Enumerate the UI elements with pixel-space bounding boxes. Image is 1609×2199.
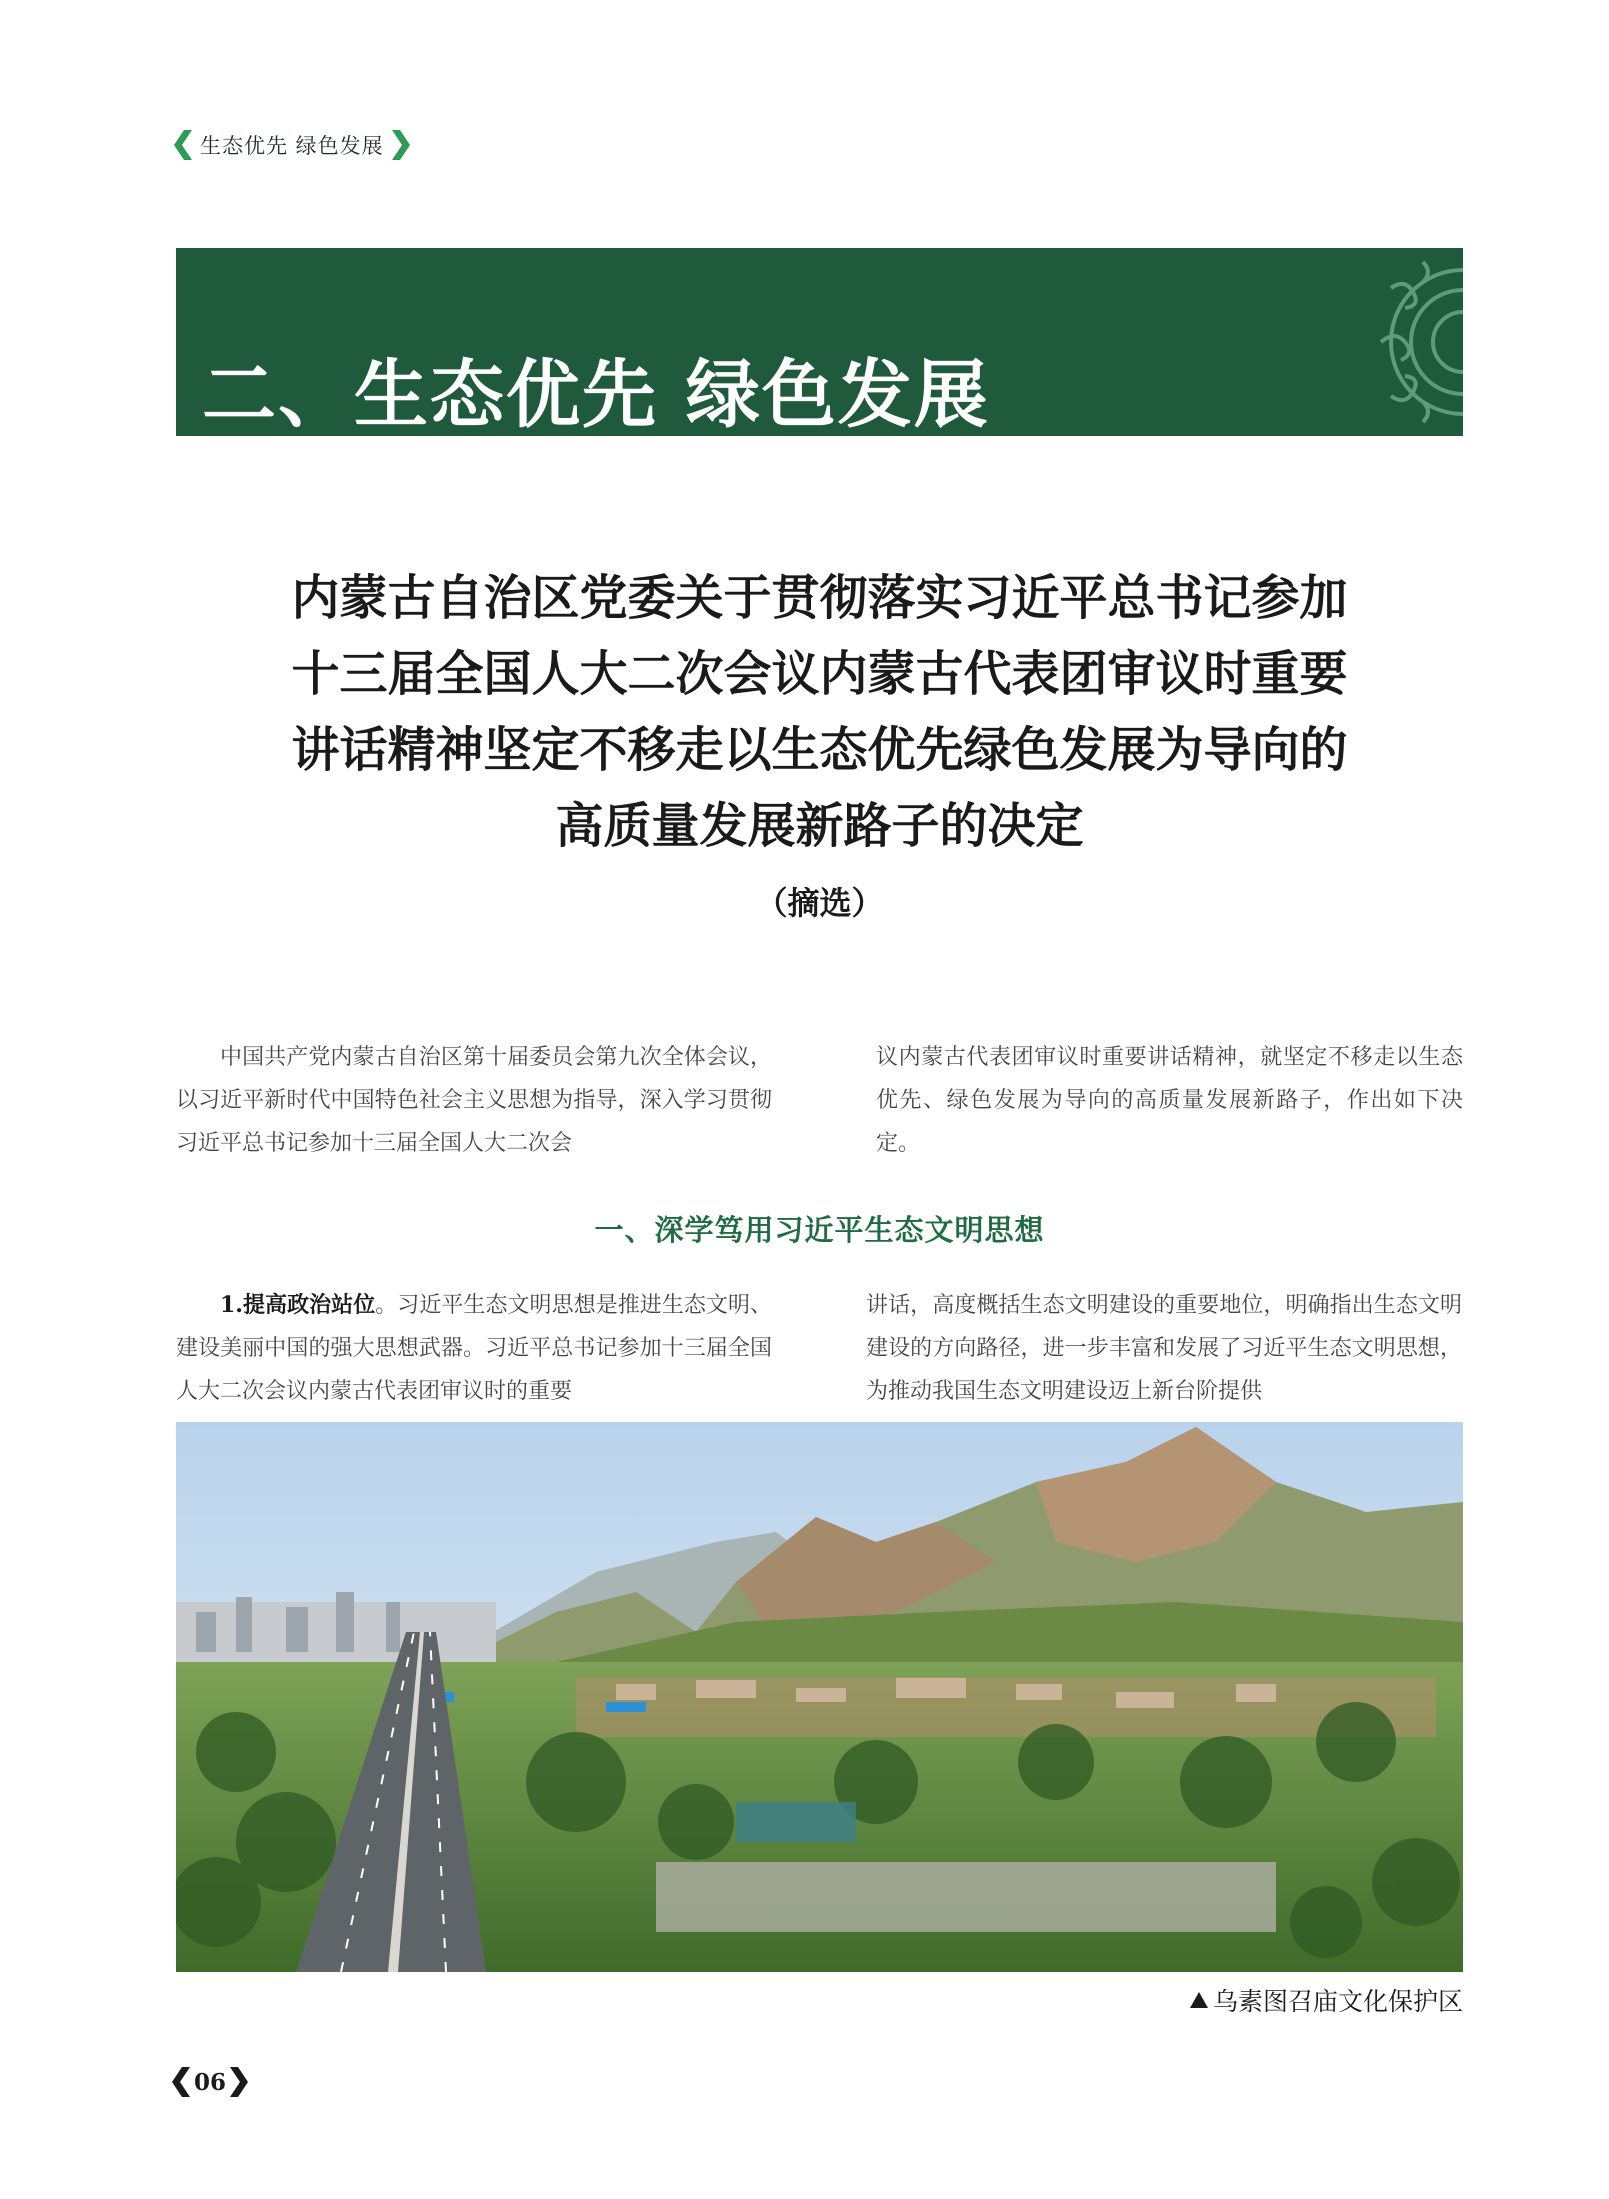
- item-number-heading: 1.提高政治站位: [220, 1292, 376, 1318]
- page-number: [170, 2063, 250, 2101]
- double-chevron-left-icon: [170, 2067, 192, 2097]
- running-header-label: 生态优先 绿色发展: [200, 134, 384, 158]
- section-one-left-column: [176, 1284, 772, 1413]
- section-one-text: 。习近平生态文明思想是推进生态文明、建设美丽中国的强大思想武器。习近平总书记参加十三届全国人大二次会议内蒙古代表团审议时的重要: [176, 1293, 772, 1404]
- section-one-right-column: [866, 1284, 1462, 1413]
- intro-left-column: [176, 1036, 772, 1165]
- photo-caption-text: 乌素图召庙文化保护区: [1212, 1987, 1463, 2016]
- double-chevron-right-icon: [390, 130, 412, 160]
- double-chevron-right-icon: [228, 2067, 250, 2097]
- double-chevron-left-icon: [172, 130, 194, 160]
- section-one-heading: 一、深学笃用习近平生态文明思想: [594, 1213, 1045, 1247]
- intro-paragraph: 中国共产党内蒙古自治区第十届委员会第九次全体会议，以习近平新时代中国特色社会主义思想为指导，深入学习贯彻习近平总书记参加十三届全国人大二次会: [176, 1045, 772, 1156]
- section-banner-title: 二、生态优先 绿色发展: [202, 352, 990, 436]
- page-number-text: 06: [194, 2068, 227, 2096]
- landscape-illustration: [176, 1422, 1463, 1972]
- document-title-line: 高质量发展新路子的决定: [555, 798, 1084, 854]
- document-subtitle: （摘选）: [755, 884, 884, 922]
- section-banner: [176, 248, 1463, 436]
- document-title: [176, 560, 1463, 864]
- triangle-up-icon: [1189, 1991, 1209, 2009]
- landscape-photo: [176, 1422, 1463, 1972]
- photo-caption: [1189, 1982, 1463, 2018]
- intro-right-column: [876, 1036, 1463, 1165]
- section-one-paragraph: [176, 1284, 772, 1413]
- intro-paragraph-continued: 议内蒙古代表团审议时重要讲话精神，就坚定不移走以生态优先、绿色发展为导向的高质量发展新路子，作出如下决定。: [876, 1045, 1463, 1156]
- mongolian-pattern-ornament-icon: [1363, 248, 1463, 436]
- running-header: [172, 128, 412, 162]
- document-title-line: 讲话精神坚定不移走以生态优先绿色发展为导向的: [291, 722, 1348, 778]
- document-title-line: 内蒙古自治区党委关于贯彻落实习近平总书记参加: [291, 570, 1348, 626]
- document-title-line: 十三届全国人大二次会议内蒙古代表团审议时重要: [291, 646, 1348, 702]
- section-one-paragraph-continued: 讲话，高度概括生态文明建设的重要地位，明确指出生态文明建设的方向路径，进一步丰富和发展了习近平生态文明思想，为推动我国生态文明建设迈上新台阶提供: [866, 1293, 1462, 1404]
